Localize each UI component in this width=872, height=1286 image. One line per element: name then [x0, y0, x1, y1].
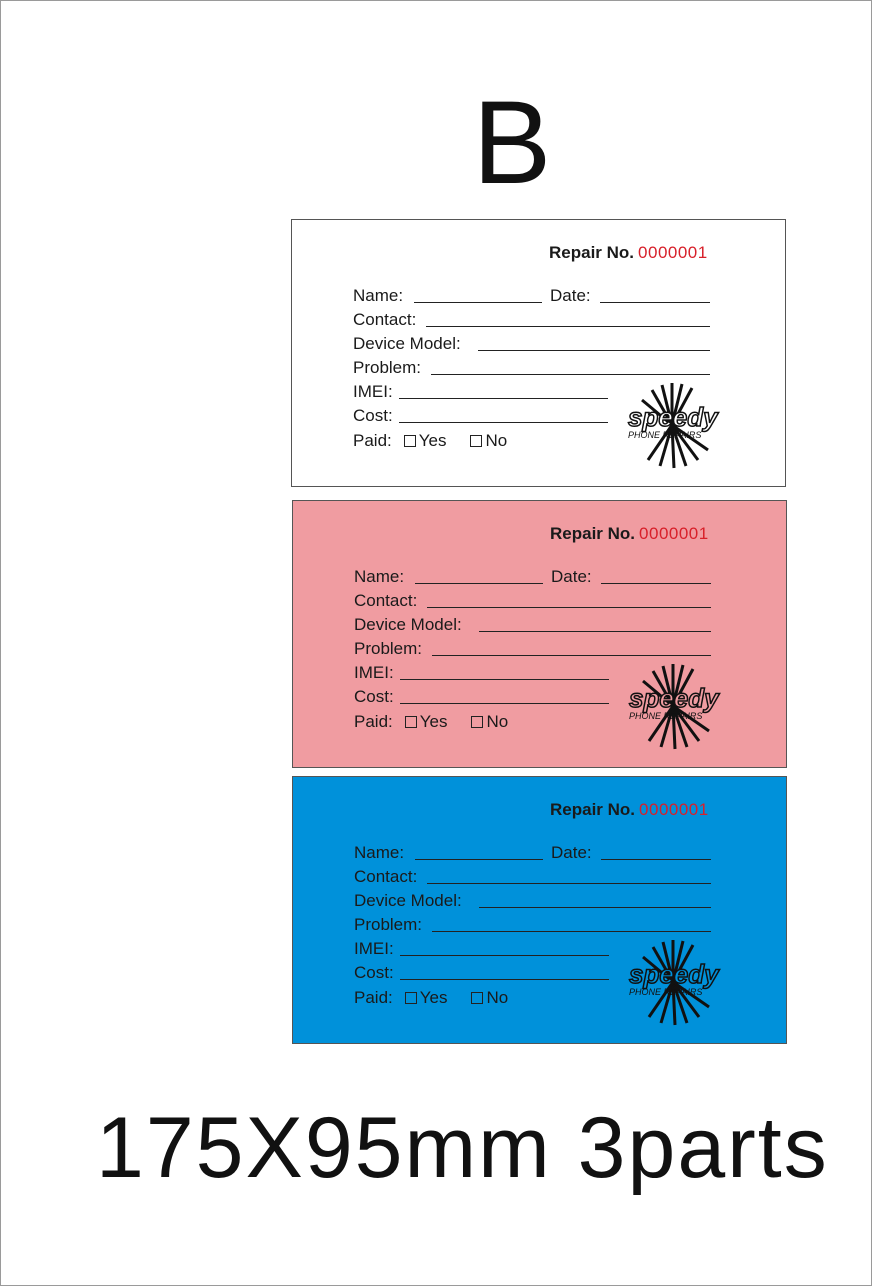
speedy-logo-icon: [624, 380, 760, 470]
svg-text:speedy: speedy: [629, 959, 719, 989]
device-model-label: Device Model:: [354, 615, 462, 634]
svg-text:PHONE REPAIRS: PHONE REPAIRS: [628, 430, 702, 440]
problem-line[interactable]: [431, 374, 710, 375]
imei-label: IMEI:: [353, 382, 393, 401]
date-label: Date:: [550, 286, 591, 305]
yes-label: Yes: [419, 712, 448, 731]
name-line[interactable]: [414, 302, 542, 303]
name-line[interactable]: [415, 583, 543, 584]
name-label: Name:: [353, 286, 404, 305]
repair-no-label: Repair No.: [550, 524, 636, 543]
paid-no-option[interactable]: [471, 988, 508, 1007]
no-label: No: [486, 988, 509, 1007]
device-model-line[interactable]: [479, 631, 711, 632]
problem-label: Problem:: [353, 358, 422, 377]
cost-label: Cost:: [354, 963, 394, 982]
date-line[interactable]: [601, 583, 711, 584]
repair-number: [549, 243, 708, 263]
svg-text:PHONE REPAIRS: PHONE REPAIRS: [629, 987, 703, 997]
paid-label: Paid:: [353, 431, 392, 450]
paid-row: [354, 712, 508, 732]
cost-label: Cost:: [354, 687, 394, 706]
device-model-line[interactable]: [478, 350, 710, 351]
repair-form-white: [291, 219, 786, 487]
no-label: No: [486, 712, 509, 731]
name-label: Name:: [354, 567, 405, 586]
problem-label: Problem:: [354, 915, 423, 934]
yes-label: Yes: [418, 431, 447, 450]
imei-line[interactable]: [399, 398, 608, 399]
paid-yes-option[interactable]: [405, 988, 448, 1007]
paid-no-option[interactable]: [470, 431, 507, 450]
checkbox-icon[interactable]: [471, 716, 483, 728]
repair-no-value: 0000001: [638, 243, 708, 262]
size-caption: 175X95mm 3parts: [96, 1100, 829, 1196]
paid-yes-option[interactable]: [404, 431, 447, 450]
device-model-label: Device Model:: [353, 334, 461, 353]
paid-row: [353, 431, 507, 451]
speedy-logo-icon: [625, 937, 761, 1027]
date-line[interactable]: [601, 859, 711, 860]
cost-line[interactable]: [400, 979, 609, 980]
no-label: No: [485, 431, 508, 450]
paid-row: [354, 988, 508, 1008]
imei-label: IMEI:: [354, 663, 394, 682]
date-line[interactable]: [600, 302, 710, 303]
imei-line[interactable]: [400, 955, 609, 956]
cost-line[interactable]: [399, 422, 608, 423]
cost-line[interactable]: [400, 703, 609, 704]
contact-line[interactable]: [427, 607, 711, 608]
imei-line[interactable]: [400, 679, 609, 680]
svg-text:PHONE REPAIRS: PHONE REPAIRS: [629, 711, 703, 721]
repair-form-pink: [292, 500, 787, 768]
name-label: Name:: [354, 843, 405, 862]
contact-label: Contact:: [353, 310, 417, 329]
checkbox-icon[interactable]: [471, 992, 483, 1004]
repair-no-value: 0000001: [639, 524, 709, 543]
paid-label: Paid:: [354, 988, 393, 1007]
checkbox-icon[interactable]: [404, 435, 416, 447]
device-model-label: Device Model:: [354, 891, 462, 910]
cost-label: Cost:: [353, 406, 393, 425]
problem-line[interactable]: [432, 931, 711, 932]
checkbox-icon[interactable]: [470, 435, 482, 447]
repair-no-value: 0000001: [639, 800, 709, 819]
contact-line[interactable]: [427, 883, 711, 884]
svg-text:speedy: speedy: [629, 683, 719, 713]
speedy-logo-icon: [625, 661, 761, 751]
name-line[interactable]: [415, 859, 543, 860]
contact-label: Contact:: [354, 867, 418, 886]
svg-text:speedy: speedy: [628, 402, 718, 432]
problem-label: Problem:: [354, 639, 423, 658]
contact-line[interactable]: [426, 326, 710, 327]
problem-line[interactable]: [432, 655, 711, 656]
yes-label: Yes: [419, 988, 448, 1007]
variant-letter: B: [472, 77, 552, 209]
contact-label: Contact:: [354, 591, 418, 610]
paid-no-option[interactable]: [471, 712, 508, 731]
repair-no-label: Repair No.: [550, 800, 636, 819]
imei-label: IMEI:: [354, 939, 394, 958]
repair-no-label: Repair No.: [549, 243, 635, 262]
repair-number: [550, 524, 709, 544]
date-label: Date:: [551, 567, 592, 586]
paid-label: Paid:: [354, 712, 393, 731]
repair-form-blue: [292, 776, 787, 1044]
device-model-line[interactable]: [479, 907, 711, 908]
paid-yes-option[interactable]: [405, 712, 448, 731]
date-label: Date:: [551, 843, 592, 862]
repair-number: [550, 800, 709, 820]
checkbox-icon[interactable]: [405, 716, 417, 728]
checkbox-icon[interactable]: [405, 992, 417, 1004]
